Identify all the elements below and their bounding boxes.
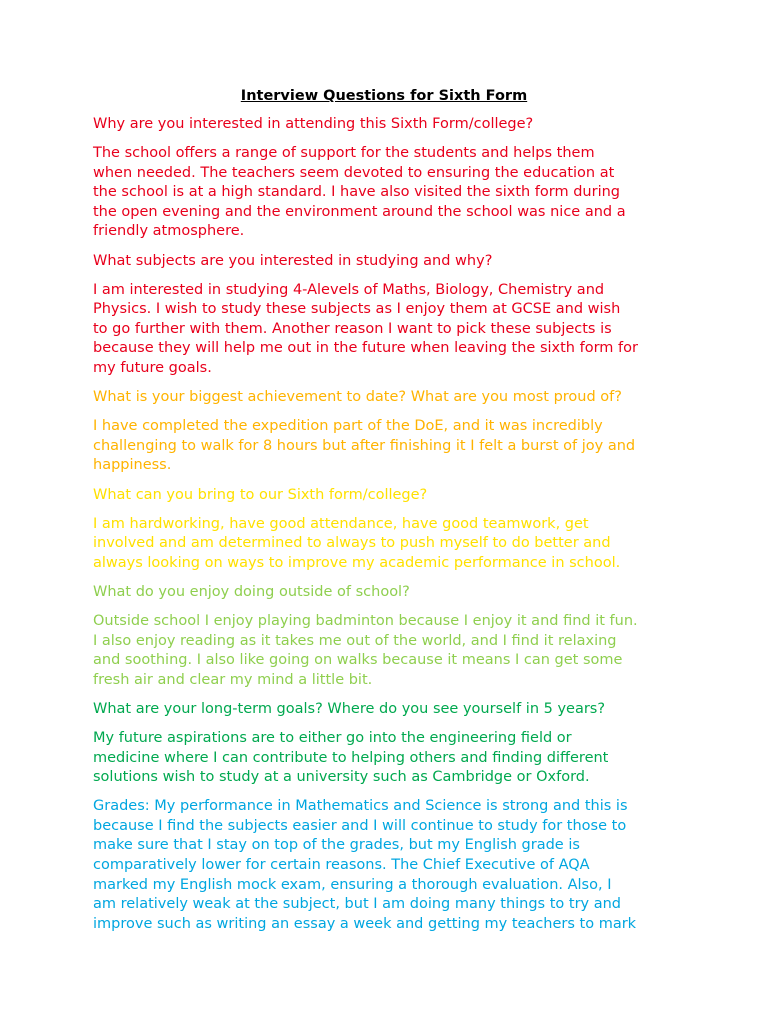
question-paragraph bbox=[93, 252, 683, 272]
text-line: because they will help me out in the future when leaving the sixth form for bbox=[93, 340, 638, 357]
document-body bbox=[93, 115, 683, 944]
question-paragraph bbox=[93, 583, 683, 603]
text-line: My future aspirations are to either go into the engineering field or bbox=[93, 729, 572, 746]
text-line: my future goals. bbox=[93, 360, 212, 377]
question-paragraph bbox=[93, 115, 683, 135]
text-line: Grades: My performance in Mathematics and Science is strong and this is bbox=[93, 798, 628, 815]
text-line: What subjects are you interested in studying and why? bbox=[93, 252, 493, 269]
answer-paragraph bbox=[93, 729, 683, 788]
text-line: I am interested in studying 4-Alevels of Maths, Biology, Chemistry and bbox=[93, 281, 605, 298]
text-line: What is your biggest achievement to date? What are you most proud of? bbox=[93, 389, 622, 406]
answer-paragraph bbox=[93, 515, 683, 574]
text-line: involved and am determined to always to push myself to do better and bbox=[93, 535, 611, 552]
text-line: I also enjoy reading as it takes me out of the world, and I find it relaxing bbox=[93, 632, 617, 649]
text-line: to go further with them. Another reason I want to pick these subjects is bbox=[93, 320, 612, 337]
answer-paragraph bbox=[93, 612, 683, 690]
text-line: and soothing. I also like going on walks because it means I can get some bbox=[93, 652, 623, 669]
text-line: friendly atmosphere. bbox=[93, 223, 245, 240]
text-line: make sure that I stay on top of the grades, but my English grade is bbox=[93, 837, 580, 854]
text-line: am relatively weak at the subject, but I am doing many things to try and bbox=[93, 896, 621, 913]
text-line: because I find the subjects easier and I will continue to study for those to bbox=[93, 817, 627, 834]
text-line: the open evening and the environment around the school was nice and a bbox=[93, 203, 626, 220]
answer-paragraph bbox=[93, 417, 683, 476]
document-title: Interview Questions for Sixth Form bbox=[240, 88, 528, 104]
question-paragraph bbox=[93, 486, 683, 506]
text-line: What can you bring to our Sixth form/college? bbox=[93, 486, 428, 503]
question-paragraph bbox=[93, 700, 683, 720]
text-line: fresh air and clear my mind a little bit. bbox=[93, 671, 373, 688]
text-line: Physics. I wish to study these subjects as I enjoy them at GCSE and wish bbox=[93, 301, 621, 318]
answer-paragraph bbox=[93, 144, 683, 242]
text-line: improve such as writing an essay a week and getting my teachers to mark bbox=[93, 915, 637, 932]
answer-paragraph bbox=[93, 281, 683, 379]
text-line: always looking on ways to improve my academic performance in school. bbox=[93, 554, 621, 571]
text-line: marked my English mock exam, ensuring a thorough evaluation. Also, I bbox=[93, 876, 612, 893]
text-line: medicine where I can contribute to helping others and finding different bbox=[93, 749, 609, 766]
text-line: challenging to walk for 8 hours but after finishing it I felt a burst of joy and bbox=[93, 437, 636, 454]
question-paragraph bbox=[93, 388, 683, 408]
text-line: I am hardworking, have good attendance, have good teamwork, get bbox=[93, 515, 589, 532]
text-line: Outside school I enjoy playing badminton because I enjoy it and find it fun. bbox=[93, 612, 638, 629]
text-line: What are your long-term goals? Where do you see yourself in 5 years? bbox=[93, 700, 606, 717]
text-line: What do you enjoy doing outside of school? bbox=[93, 583, 410, 600]
text-line: comparatively lower for certain reasons. The Chief Executive of AQA bbox=[93, 857, 590, 873]
text-line: Why are you interested in attending this Sixth Form/college? bbox=[93, 116, 534, 132]
text-line: I have completed the expedition part of the DoE, and it was incredibly bbox=[93, 418, 603, 435]
text-line: The school offers a range of support for the students and helps them bbox=[93, 145, 595, 162]
grades-paragraph bbox=[93, 797, 683, 934]
text-line: solutions wish to study at a university such as Cambridge or Oxford. bbox=[93, 769, 590, 786]
text-line: when needed. The teachers seem devoted to ensuring the education at bbox=[93, 164, 615, 181]
text-line: happiness. bbox=[93, 457, 172, 474]
text-line: the school is at a high standard. I have also visited the sixth form during bbox=[93, 184, 621, 201]
